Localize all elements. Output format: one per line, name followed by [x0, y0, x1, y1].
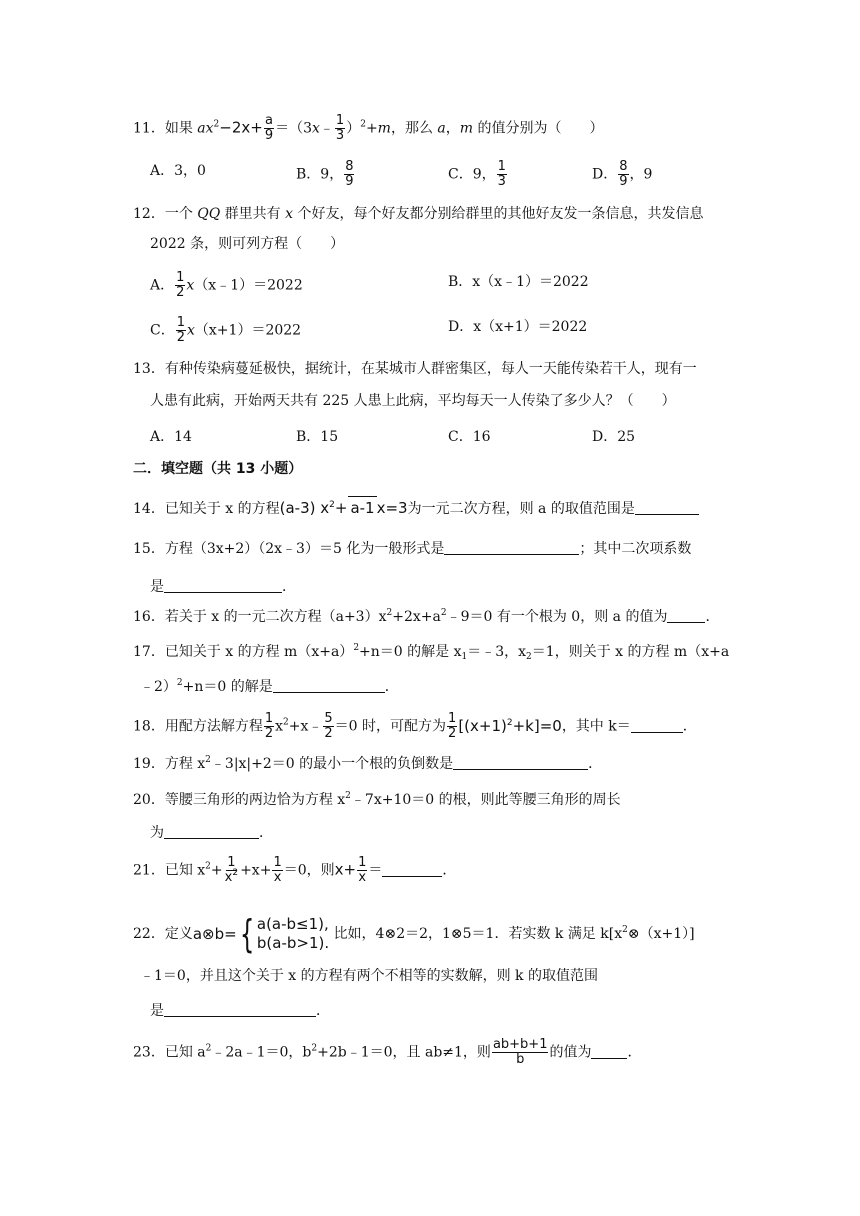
- q12-option-a[interactable]: A． $\frac{1}{2}$ x（x﹣1）＝2022: [150, 270, 303, 300]
- q12-option-d[interactable]: D．x（x+1）＝2022: [448, 319, 588, 335]
- q18-answer-blank[interactable]: [631, 718, 683, 733]
- q17-answer-blank[interactable]: [273, 678, 385, 693]
- q14-stem: 14．已知关于 x 的方程(a-3) $x^2+ a-1$ x=3为一元二次方程，则 a 的取值范围是: [133, 496, 699, 520]
- fraction-a-over-9: $\frac{a}{9}$: [264, 113, 274, 143]
- q12-stem-line1: 12．一个 QQ 群里共有 x 个好友，每个好友都分别给群里的其他好友发一条信息，共发信息: [133, 206, 704, 222]
- q22-answer-blank[interactable]: [164, 1002, 316, 1017]
- q20-stem-line1: 20．等腰三角形的两边恰为方程 $x^2﹣7x+10=0$ 的根，则此等腰三角形的周长: [133, 791, 621, 808]
- q19-answer-blank[interactable]: [453, 755, 588, 770]
- q16-stem: 16．若关于 x 的一元二次方程$(a+3)x^2+2x+a^2﹣9=0$ 有一个根为 0，则 a 的值为 ．: [133, 608, 720, 625]
- q21-answer-blank[interactable]: [382, 862, 442, 877]
- q22-piecewise-definition: a⊗b= { a(a-b≤1), b(a-b>1).: [192, 912, 330, 956]
- q12-option-b[interactable]: B．x（x﹣1）＝2022: [448, 274, 589, 290]
- q15-stem-line1: 15．方程（3x+2）（2x﹣3）＝5 化为一般形式是 ；其中二次项系数: [133, 541, 692, 557]
- q14-answer-blank[interactable]: [635, 500, 699, 515]
- q13-option-a[interactable]: A．14: [150, 429, 192, 445]
- q11-option-a[interactable]: A．3，0: [150, 163, 206, 179]
- q13-stem-line1: 13．有种传染病蔓延极快，据统计，在某城市人群密集区，每人一天能传染若干人，现有一: [133, 361, 697, 377]
- q23-answer-blank[interactable]: [591, 1044, 627, 1059]
- q12-option-c[interactable]: C． $\frac{1}{2}$ x（x+1）＝2022: [150, 315, 302, 345]
- q18-stem: 18．用配方法解方程 $\frac{1}{2}$ $x^2+x﹣$ $\frac{5}{2}$ ＝0 时，可配方为 $\frac{1}{2}$ $[(x+1)^2+k]=0$，其中 k＝ ．: [133, 711, 697, 741]
- fraction-1-over-3: $\frac{1}{3}$: [335, 113, 345, 143]
- q17-stem-line2: ﹣2）$^2$+n＝0 的解是 ．: [140, 678, 399, 695]
- q13-option-c[interactable]: C．16: [448, 429, 491, 445]
- q11-option-d[interactable]: D． $\frac{8}{9}$ ，9: [592, 159, 653, 189]
- q15-answer-blank-2[interactable]: [164, 578, 282, 593]
- q15-answer-blank-1[interactable]: [444, 540, 579, 555]
- q22-stem-line1: 22．定义 a⊗b= { a(a-b≤1), b(a-b>1). 比如，4⊗2＝2，1⊗5＝1．若实数 k 满足 $k[x^2\otimes(x+1)]$: [133, 912, 695, 956]
- q13-option-b[interactable]: B．15: [296, 429, 339, 445]
- q11-option-b[interactable]: B．9， $\frac{8}{9}$: [296, 159, 354, 189]
- q12-stem-line2: 2022 条，则可列方程（ ）: [150, 236, 345, 252]
- q11-option-c[interactable]: C．9， $\frac{1}{3}$: [448, 159, 506, 189]
- q11-stem: 11．如果 $ax^2-2x+$ $\frac{a}{9}$ ＝（3x﹣ $\frac{1}{3}$ ）$^2$+m，那么 a，m 的值分别为（ ）: [133, 113, 604, 143]
- q13-option-d[interactable]: D．25: [592, 429, 636, 445]
- q16-answer-blank[interactable]: [667, 608, 705, 623]
- q13-stem-line2: 人患有此病，开始两天共有 225 人患上此病，平均每天一人传染了多少人？（ ）: [150, 393, 676, 409]
- section-heading-fill-in: 二．填空题（共 13 小题）: [133, 461, 303, 477]
- q19-stem: 19．方程 $x^2﹣3|x|+2=0$ 的最小一个根的负倒数是 ．: [133, 755, 603, 772]
- q22-stem-line2: ﹣1＝0，并且这个关于 x 的方程有两个不相等的实数解，则 k 的取值范围: [140, 968, 598, 984]
- q20-stem-line2: 为 ．: [150, 825, 273, 841]
- q15-stem-line2: 是 ．: [150, 579, 296, 595]
- q23-stem: 23．已知 $a^2﹣2a﹣1=0$，$b^2+2b﹣1=0$，且 ab≠1，则 $\frac{ab+b+1}{b}$ 的值为 ．: [133, 1037, 642, 1067]
- q21-stem: 21．已知 $x^2+$ $\frac{1}{x^2}$ +x+ $\frac{1}{x}$ ＝0，则x+ $\frac{1}{x}$ ＝ ．: [133, 855, 457, 885]
- q20-answer-blank[interactable]: [164, 824, 259, 839]
- q17-stem-line1: 17．已知关于 x 的方程 $m(x+a)^2+n=0$ 的解是 $x_1=﹣3$，$x_2=1$，则关于 x 的方程 m（x+a: [133, 643, 730, 662]
- q22-stem-line3: 是 ．: [150, 1003, 330, 1019]
